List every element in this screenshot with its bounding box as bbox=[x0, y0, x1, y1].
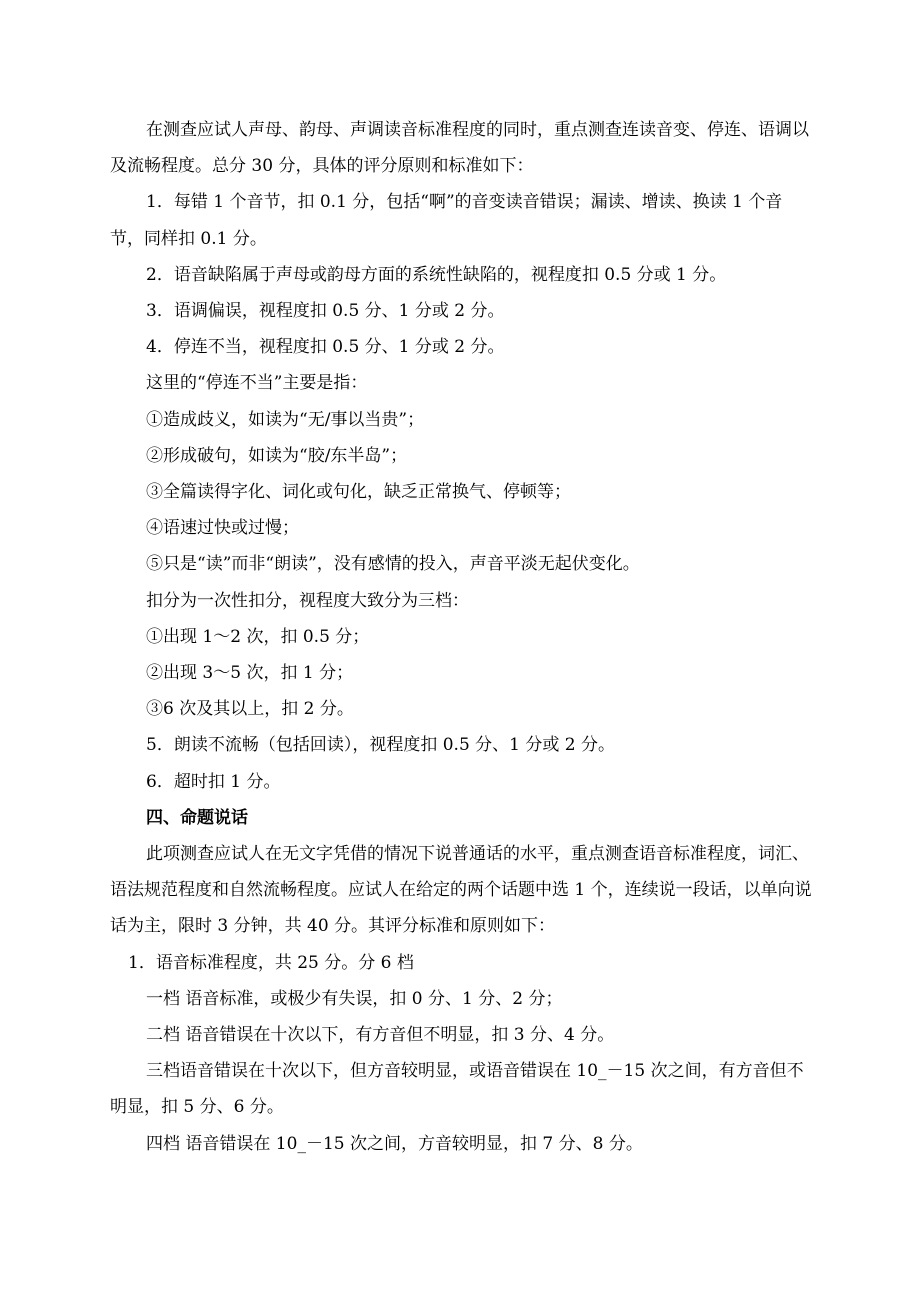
rule-4: 4．停连不当，视程度扣 0.5 分、1 分或 2 分。 bbox=[146, 337, 505, 358]
rule-2: 2．语音缺陷属于声母或韵母方面的系统性缺陷的，视程度扣 0.5 分或 1 分。 bbox=[146, 264, 727, 285]
level-2: 二档 语音错误在十次以下，有方音但不明显，扣 3 分、4 分。 bbox=[146, 1025, 615, 1046]
deduction-note: 扣分为一次性扣分，视程度大致分为三档： bbox=[146, 590, 469, 611]
intro-paragraph: 在测查应试人声母、韵母、声调读音标准程度的同时，重点测查连读音变、停连、语调以及流畅程度。总分 30 分，具体的评分原则和标准如下： bbox=[110, 120, 809, 177]
section-heading: 四、命题说话 bbox=[146, 807, 248, 828]
deduction-level-2: ②出现 3～5 次，扣 1 分； bbox=[146, 663, 354, 684]
rule-5: 5．朗读不流畅（包括回读），视程度扣 0.5 分、1 分或 2 分。 bbox=[146, 735, 616, 756]
rule-3: 3．语调偏误，视程度扣 0.5 分、1 分或 2 分。 bbox=[146, 301, 505, 322]
rule-1: 1．每错 1 个音节，扣 0.1 分，包括“啊”的音变读音错误；漏读、增读、换读 1 个音节，同样扣 0.1 分。 bbox=[110, 192, 783, 249]
level-3: 三档语音错误在十次以下，但方音较明显，或语音错误在 10_－15 次之间，有方音但不明显，扣 5 分、6 分。 bbox=[110, 1061, 804, 1118]
pause-item-3: ③全篇读得字化、词化或句化，缺乏正常换气、停顿等； bbox=[146, 482, 571, 503]
pause-item-2: ②形成破句，如读为“胶/东半岛”； bbox=[146, 445, 408, 466]
deduction-level-3: ③6 次及其以上，扣 2 分。 bbox=[146, 699, 354, 720]
pause-item-5: ⑤只是“读”而非“朗读”，没有感情的投入，声音平淡无起伏变化。 bbox=[146, 554, 640, 575]
pause-item-4: ④语速过快或过慢； bbox=[146, 518, 299, 539]
pause-note: 这里的“停连不当”主要是指： bbox=[146, 373, 368, 394]
deduction-level-1: ①出现 1～2 次，扣 0.5 分； bbox=[146, 626, 370, 647]
subsection-heading: 1．语音标准程度，共 25 分。分 6 档 bbox=[128, 952, 414, 973]
level-4: 四档 语音错误在 10_－15 次之间，方音较明显，扣 7 分、8 分。 bbox=[146, 1133, 643, 1154]
section-intro: 此项测查应试人在无文字凭借的情况下说普通话的水平，重点测查语音标准程度，词汇、语法规范程度和自然流畅程度。应试人在给定的两个话题中选 1 个，连续说一段话，以单向说话为主，限时 3 分钟，共 40 分。其评分标准和原则如下： bbox=[110, 844, 812, 937]
document-body bbox=[110, 112, 812, 1162]
rule-6: 6．超时扣 1 分。 bbox=[146, 771, 281, 792]
pause-item-1: ①造成歧义，如读为“无/事以当贵”； bbox=[146, 409, 425, 430]
level-1: 一档 语音标准，或极少有失误，扣 0 分、1 分、2 分； bbox=[146, 988, 563, 1009]
